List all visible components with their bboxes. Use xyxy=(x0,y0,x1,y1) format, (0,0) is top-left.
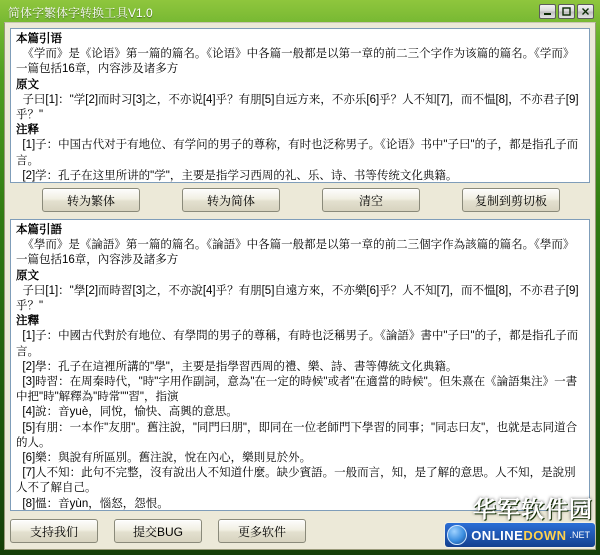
globe-icon xyxy=(447,525,467,545)
text-line: 原文 xyxy=(16,78,39,91)
client-area xyxy=(4,22,596,550)
text-line: [4]說：音yuè，同悅，愉快、高興的意思。 xyxy=(16,406,238,419)
watermark-online: ONLINE xyxy=(471,527,524,543)
text-line: [5]有朋：一本作"友朋"。舊注說，"同門曰朋"，即同在一位老師門下學習的同事；"同志曰友"，也就是志同道合的人。 xyxy=(16,421,578,449)
more-software-button[interactable]: 更多软件 xyxy=(218,519,306,543)
window-title: 简体字繁体字转换工具V1.0 xyxy=(8,5,153,20)
text-line: 《學而》是《論語》第一篇的篇名。《論語》中各篇一般都是以第一章的前二三個字作為該篇的篇名。《學而》一篇包括16章，內容涉及諸多方 xyxy=(16,239,575,267)
text-line: [8]慍：音yùn，惱怒，怨恨。 xyxy=(16,497,169,510)
text-line: [7]人不知：此句不完整，沒有說出人不知道什麼。缺少賓語。一般而言，知，是了解的意思。人不知，是說別人不了解自己。 xyxy=(16,467,576,495)
result-text-area[interactable] xyxy=(10,219,590,511)
conversion-button-row xyxy=(5,188,597,212)
text-line: 注释 xyxy=(16,124,39,137)
submit-bug-button[interactable]: 提交BUG xyxy=(114,519,202,543)
text-line: 原文 xyxy=(16,269,39,282)
text-line: [3]時習：在周秦時代，"時"字用作副詞，意為"在一定的時候"或者"在適當的時候"。但朱熹在《論語集注》一書中把"時"解釋為"時常""習"，指演 xyxy=(16,376,578,404)
text-line: [2]学：孔子在这里所讲的"学"，主要是指学习西周的礼、乐、诗、书等传统文化典籍。 xyxy=(16,169,458,182)
to-traditional-button[interactable]: 转为繁体 xyxy=(42,188,140,212)
source-text-content[interactable] xyxy=(11,29,589,182)
text-line: [1]子：中国古代对于有地位、有学问的男子的尊称，有时也泛称男子。《论语》书中"子曰"的子，都是指孔子而言。 xyxy=(16,139,579,167)
result-text-content[interactable] xyxy=(11,220,589,510)
to-simplified-button[interactable]: 转为简体 xyxy=(182,188,280,212)
support-us-button[interactable]: 支持我们 xyxy=(10,519,98,543)
text-line: [1]子：中國古代對於有地位、有學問的男子的尊稱，有時也泛稱男子。《論語》書中"子曰"的子，都是指孔子而言。 xyxy=(16,330,579,358)
watermark-bar xyxy=(445,523,595,547)
text-line: 子曰[1]："學[2]而時習[3]之，不亦說[4]乎？有朋[5]自遠方來，不亦樂[6]乎？人不知[7]，而不慍[8]，不亦君子[9]乎？" xyxy=(16,284,579,313)
maximize-icon[interactable] xyxy=(558,4,575,19)
text-line: 子曰[1]："学[2]而时习[3]之，不亦说[4]乎？有朋[5]自远方来，不亦乐[6]乎？人不知[7]，而不愠[8]，不亦君子[9]乎？" xyxy=(16,93,579,122)
footer-button-row xyxy=(10,519,306,543)
text-line: 本篇引語 xyxy=(16,224,62,236)
text-line: 《学而》是《论语》第一篇的篇名。《论语》中各篇一般都是以第一章的前二三个字作为该篇的篇名。《学而》一篇包括16章，内容涉及诸多方 xyxy=(16,48,575,76)
text-line: [6]樂：與說有所區別。舊注說，悅在內心，樂則見於外。 xyxy=(16,452,312,465)
title-bar[interactable] xyxy=(4,3,596,21)
text-line: 本篇引语 xyxy=(16,33,62,45)
source-text-area[interactable] xyxy=(10,28,590,183)
window-controls xyxy=(539,4,594,19)
watermark-net: .NET xyxy=(569,530,590,540)
minimize-icon[interactable] xyxy=(539,4,556,19)
close-icon[interactable] xyxy=(577,4,594,19)
copy-to-clipboard-button[interactable]: 复制到剪切板 xyxy=(462,188,560,212)
watermark-title: 华军软件园 xyxy=(473,496,593,522)
watermark-down: DOWN xyxy=(523,527,567,543)
text-line: 注釋 xyxy=(16,315,39,328)
clear-button[interactable]: 清空 xyxy=(322,188,420,212)
text-line: [2]學：孔子在這裡所講的"學"，主要是指學習西周的禮、樂、詩、書等傳統文化典籍。 xyxy=(16,360,458,373)
